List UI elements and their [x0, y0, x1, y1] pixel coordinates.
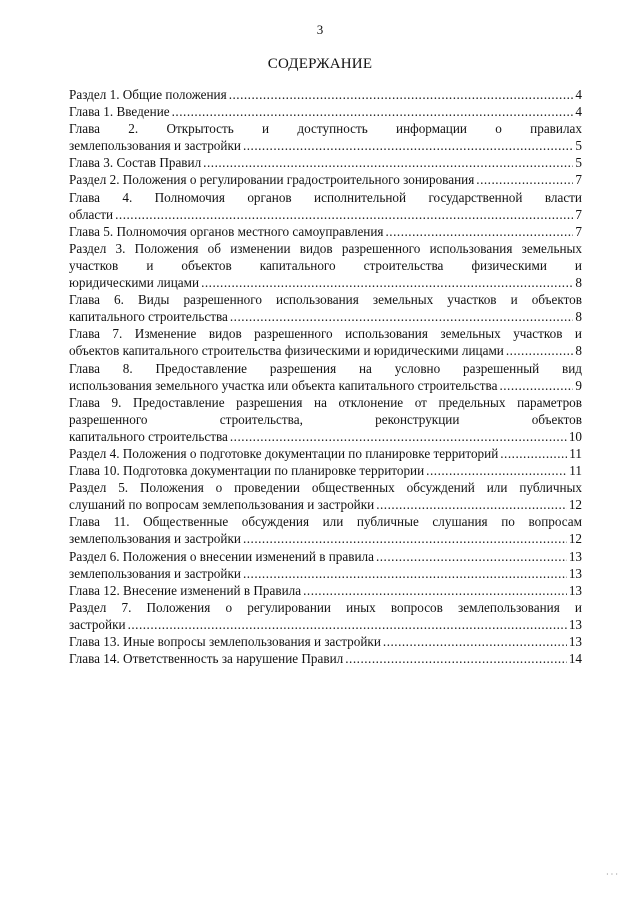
dot-leader [201, 274, 573, 291]
dot-leader [203, 154, 573, 171]
toc-entry-title: Раздел 6. Положения о внесении изменений в правила [69, 548, 374, 564]
dot-leader [230, 308, 574, 325]
toc-entry-title: Глава 3. Состав Правил [69, 155, 202, 171]
toc-entry-page: 7 [575, 206, 582, 222]
dot-leader [230, 428, 567, 445]
dot-leader [128, 616, 567, 633]
toc-entry [69, 154, 582, 171]
toc-entry [69, 548, 582, 565]
toc-entry-title: юридическими лицами [69, 275, 200, 291]
toc-entry [69, 582, 582, 599]
toc-entry-title: капитального строительства [69, 428, 228, 444]
toc-entry-page: 13 [568, 634, 582, 649]
toc-entry-page: 14 [568, 651, 582, 667]
toc-entry-title: слушаний по вопросам землепользования и застройки [69, 497, 375, 513]
dot-leader [499, 377, 573, 394]
dot-leader [345, 650, 567, 667]
toc-entry [69, 103, 582, 120]
toc-entry-page: 5 [575, 155, 582, 171]
toc-entry-title: Глава 5. Полномочия органов местного самоуправления [69, 223, 384, 239]
toc-entry [69, 565, 582, 582]
scan-mark: · · · [606, 870, 618, 879]
toc-entry-page: 4 [575, 104, 582, 120]
toc-entry-title-line: Глава 7. Изменение видов разрешенного использования земельных участков и [69, 326, 582, 342]
toc-entry-page: 13 [568, 616, 582, 632]
toc-entry [69, 633, 582, 650]
toc-entry-title-line: Глава 11. Общественные обсуждения или публичные слушания по вопросам [69, 514, 582, 530]
toc-entry-title-line: Глава 6. Виды разрешенного использования земельных участков и объектов [69, 292, 582, 308]
toc-entry [69, 86, 582, 103]
toc-entry-title-line: Глава 2. Открытость и доступность информации о правилах [69, 121, 582, 137]
toc-entry [69, 445, 582, 462]
dot-leader [172, 103, 574, 120]
toc-entry [69, 360, 582, 394]
toc-entry [69, 325, 582, 359]
dot-leader [500, 445, 567, 462]
toc-entry [69, 513, 582, 547]
toc-entry-page: 4 [575, 87, 582, 102]
dot-leader [426, 462, 567, 479]
toc-entry [69, 171, 582, 188]
toc-entry-title: землепользования и застройки [69, 138, 241, 154]
dot-leader [376, 548, 567, 565]
toc-entry-page: 13 [568, 565, 582, 581]
toc-entry [69, 479, 582, 513]
toc-entry-page: 7 [575, 172, 582, 188]
dot-leader [243, 530, 567, 547]
toc-entry [69, 394, 582, 445]
toc-entry-title: использования земельного участка или объекта капитального строительства [69, 377, 498, 393]
table-of-contents [69, 86, 582, 667]
dot-leader [303, 582, 567, 599]
dot-leader [506, 342, 574, 359]
toc-entry-page: 9 [575, 377, 582, 393]
toc-entry-page: 5 [575, 138, 582, 154]
toc-entry-title-line: Раздел 7. Положения о регулировании иных вопросов землепользования и [69, 599, 582, 615]
toc-entry-page: 12 [568, 531, 582, 547]
page-number: 3 [316, 22, 324, 37]
toc-entry-title: землепользования и застройки [69, 565, 241, 581]
toc-entry-page: 13 [568, 582, 582, 598]
toc-entry [69, 462, 582, 479]
toc-entry-page: 12 [568, 497, 582, 513]
toc-entry [69, 291, 582, 325]
toc-entry-title-line: Глава 8. Предоставление разрешения на условно разрешенный вид [69, 360, 582, 376]
toc-entry [69, 240, 582, 291]
toc-entry-page: 11 [569, 463, 582, 479]
toc-entry-page: 11 [569, 445, 582, 461]
dot-leader [376, 496, 567, 513]
toc-entry-title: Глава 13. Иные вопросы землепользования и застройки [69, 634, 381, 649]
dot-leader [476, 171, 573, 188]
toc-entry-title-line: Раздел 5. Положения о проведении общественных обсуждений или публичных [69, 480, 582, 496]
toc-entry [69, 189, 582, 223]
toc-entry-page: 8 [575, 309, 582, 325]
dot-leader [229, 86, 574, 103]
dot-leader [386, 223, 574, 240]
toc-entry-title: Глава 10. Подготовка документации по планировке территории [69, 463, 425, 479]
toc-entry-title-line: Раздел 3. Положения об изменении видов разрешенного использования земельных участков и объектов капитального строительства физическими и [69, 240, 582, 273]
toc-entry-page: 8 [575, 275, 582, 291]
toc-entry-title: Раздел 2. Положения о регулировании градостроительного зонирования [69, 172, 475, 188]
toc-heading: СОДЕРЖАНИЕ [267, 56, 373, 72]
toc-entry-title: землепользования и застройки [69, 531, 241, 547]
dot-leader [383, 633, 567, 650]
toc-entry-title-line: Глава 9. Предоставление разрешения на отклонение от предельных параметров разрешенного строительства, реконструкции объектов [69, 394, 582, 427]
dot-leader [243, 565, 567, 582]
toc-entry-title: капитального строительства [69, 309, 228, 325]
toc-entry [69, 223, 582, 240]
toc-entry-page: 10 [568, 428, 582, 444]
toc-entry [69, 650, 582, 667]
toc-entry-title: Глава 12. Внесение изменений в Правила [69, 582, 302, 598]
dot-leader [243, 137, 573, 154]
toc-entry-title: Глава 1. Введение [69, 104, 170, 120]
toc-entry [69, 599, 582, 633]
toc-entry-title: Глава 14. Ответственность за нарушение Правил [69, 651, 344, 667]
toc-entry-title-line: Глава 4. Полномочия органов исполнительной государственной власти [69, 189, 582, 205]
toc-entry-page: 13 [568, 548, 582, 564]
toc-entry-title: объектов капитального строительства физическими и юридическими лицами [69, 343, 504, 359]
dot-leader [115, 206, 573, 223]
toc-entry-title: застройки [69, 616, 126, 632]
toc-entry-title: Раздел 1. Общие положения [69, 87, 227, 102]
toc-entry-page: 7 [575, 223, 582, 239]
toc-entry-page: 8 [575, 343, 582, 359]
toc-entry-title: Раздел 4. Положения о подготовке документации по планировке территорий [69, 445, 499, 461]
toc-entry-title: области [69, 206, 114, 222]
toc-entry [69, 120, 582, 154]
